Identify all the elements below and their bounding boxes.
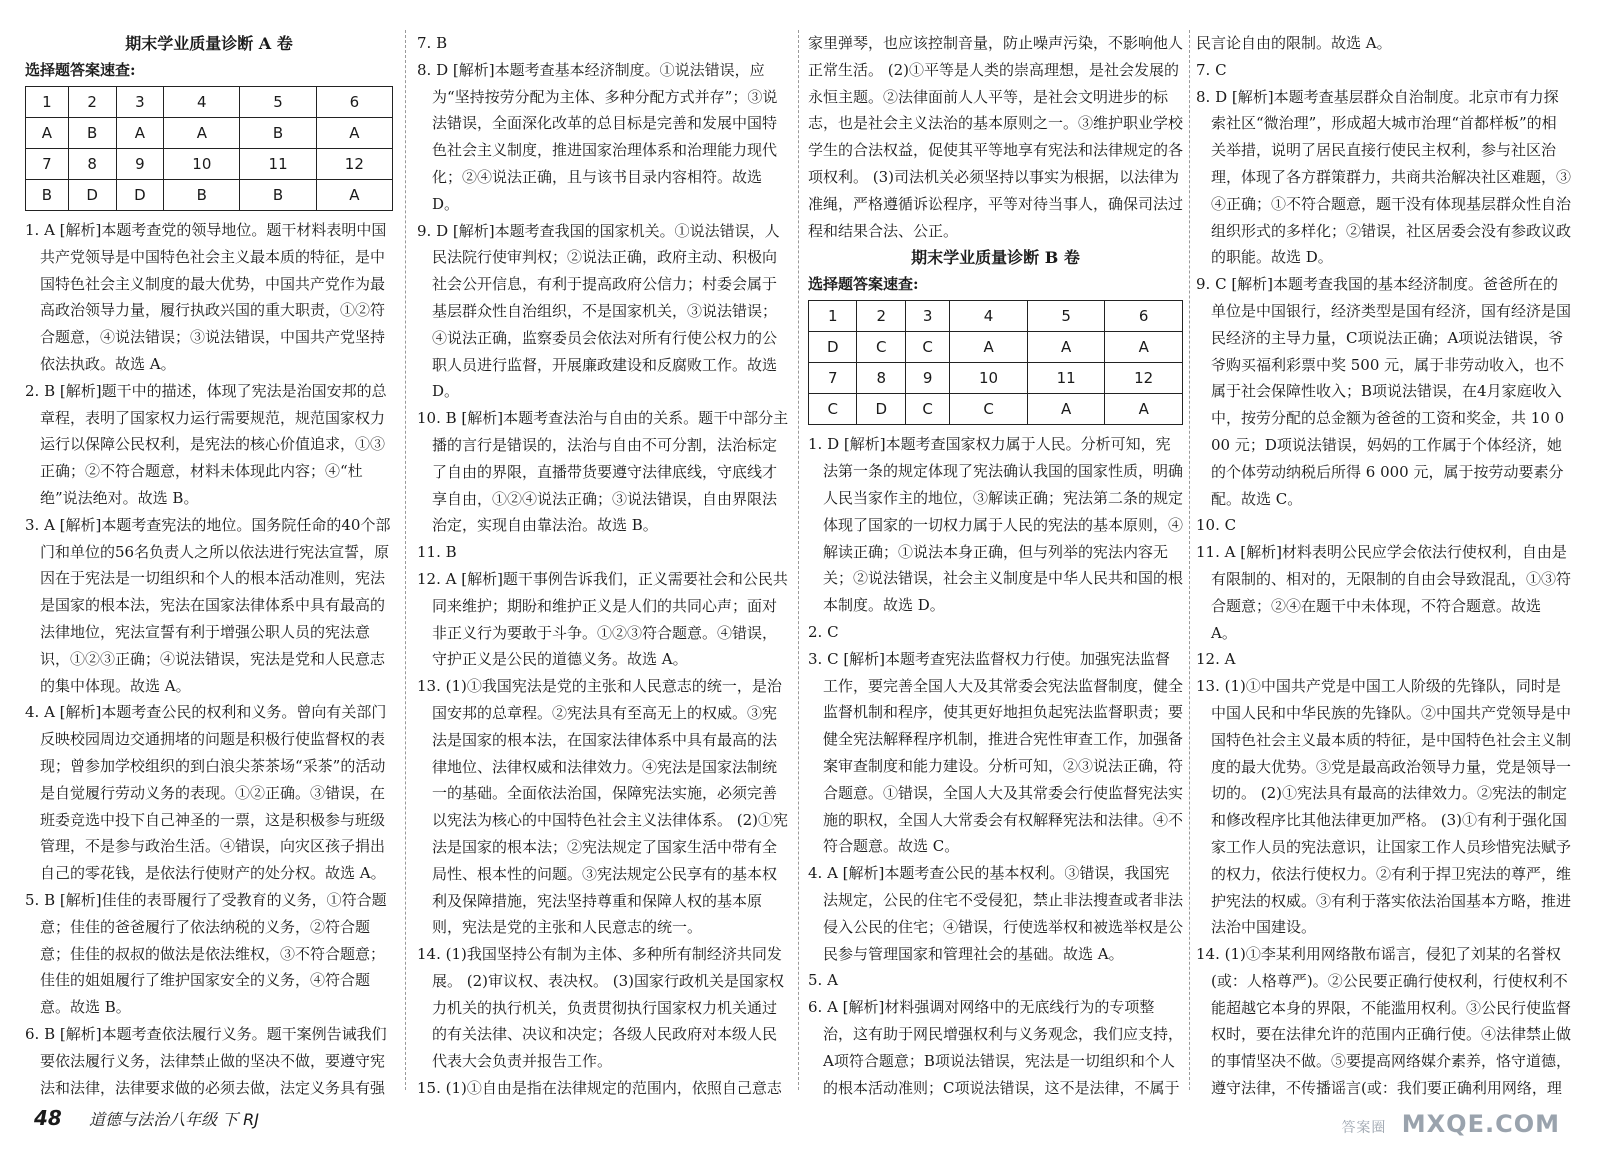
table-cell: C <box>950 394 1028 425</box>
answer-continuation: 民言论自由的限制。故选 A。 <box>1196 34 1392 52</box>
page-footer <box>34 1106 259 1130</box>
table-cell: 12 <box>1105 363 1183 394</box>
page-number: 48 <box>34 1106 62 1130</box>
table-cell: 8 <box>68 149 116 180</box>
table-cell: 5 <box>240 87 316 118</box>
table-cell: 3 <box>116 87 164 118</box>
answer-item: 7. B <box>417 34 448 52</box>
answer-item: 2. C <box>808 622 839 641</box>
watermark-small: 答案圈 <box>1341 1120 1387 1136</box>
table-cell: D <box>68 180 116 211</box>
table-cell: B <box>26 180 69 211</box>
table-cell: 6 <box>316 87 392 118</box>
section-b-subtitle: 选择题答案速查: <box>808 275 919 294</box>
table-cell: 9 <box>905 363 949 394</box>
table-cell: B <box>164 180 240 211</box>
table-cell: A <box>26 118 69 149</box>
column-3 <box>808 30 1183 1102</box>
column-2 <box>417 30 789 1102</box>
table-cell: 11 <box>1027 363 1105 394</box>
table-cell: B <box>240 180 316 211</box>
answer-item: 4. A [解析]本题考查公民的基本权利。③错误，我国宪法规定，公民的住宅不受侵犯，禁止非法搜查或者非法侵入公民的住宅；④错误，行使选举权和被选举权是公民参与管理国家和管理社会的基础。故选 A。 <box>808 864 1183 963</box>
answer-item: 1. A [解析]本题考查党的领导地位。题干材料表明中国共产党领导是中国特色社会主义最本质的特征，是中国特色社会主义制度的最大优势，中国共产党作为最高政治领导力量，履行执政兴国的重大职责，①②符合题意，④说法错误；③说法错误，中国共产党坚持依法执政。故选 A。 <box>25 221 387 373</box>
answer-table-a <box>25 86 393 211</box>
section-b-title: 期末学业质量诊断 B 卷 <box>911 248 1080 268</box>
table-cell: 4 <box>164 87 240 118</box>
table-cell: A <box>1105 332 1183 363</box>
table-cell: 2 <box>857 301 905 332</box>
answer-item: 10. C <box>1196 516 1237 535</box>
answer-item: 11. A [解析]材料表明公民应学会依法行使权利，自由是有限制的、相对的，无限制的自由会导致混乱，①③符合题意；②④在题干中未体现，不符合题意。故选 A。 <box>1196 543 1571 642</box>
table-cell: A <box>1027 394 1105 425</box>
table-cell: B <box>68 118 116 149</box>
answer-item: 9. C [解析]本题考查我国的基本经济制度。爸爸所在的单位是中国银行，经济类型是国有经济，国有经济是国民经济的主导力量，C项说法正确；A项说法错误，爷爷购买福利彩票中奖 500 元，属于非劳动收入，也不属于社会保障性收入；B项说法错误，在4月家庭收入中，按劳分配的总金额为爸爸的工资和奖金，共 10 000 元；D项说法错误，妈妈的工作属于个体经济，她的个体劳动纳税后所得 6 000 元，属于按劳动要素分配。故选 C。 <box>1196 275 1571 508</box>
table-cell: 12 <box>316 149 392 180</box>
section-a-subtitle: 选择题答案速查: <box>25 61 136 79</box>
table-cell: 7 <box>809 363 857 394</box>
table-cell: 8 <box>857 363 905 394</box>
table-cell: A <box>316 180 392 211</box>
column-divider <box>1189 30 1190 1090</box>
table-cell: C <box>809 394 857 425</box>
answer-item: 10. B [解析]本题考查法治与自由的关系。题干中部分主播的言行是错误的，法治与自由不可分割，法治标定了自由的界限，直播带货要遵守法律底线，守底线才享自由，①②④说法正确；③说法错误，自由界限法治定，实现自由靠法治。故选 B。 <box>417 409 789 535</box>
table-cell: 1 <box>26 87 69 118</box>
column-divider <box>798 30 799 1090</box>
table-cell: 5 <box>1027 301 1105 332</box>
table-cell: A <box>164 118 240 149</box>
answer-item: 8. D [解析]本题考查基层群众自治制度。北京市有力探索社区“微治理”，形成超大城市治理“首都样板”的相关举措，说明了居民直接行使民主权利，参与社区治理，体现了各方群策群力，共商共治解决社区难题，③④正确；①不符合题意，题干没有体现基层群众性自治组织形式的多样化；②错误，社区居委会没有参政议政的职能。故选 D。 <box>1196 87 1571 267</box>
answer-item: 6. B [解析]本题考查依法履行义务。题干案例告诫我们要依法履行义务，法律禁止做的坚决不做，要遵守宪法和法律，法律要求做的必须去做，法定义务具有强 <box>25 1024 387 1097</box>
table-cell: 2 <box>68 87 116 118</box>
table-cell: A <box>116 118 164 149</box>
answer-item: 5. B [解析]佳佳的表哥履行了受教育的义务，①符合题意；佳佳的爸爸履行了依法纳税的义务，②符合题意；佳佳的叔叔的做法是依法维权，③不符合题意；佳佳的姐姐履行了维护国家安全的义务，④符合题意。故选 B。 <box>25 890 387 1017</box>
table-cell: D <box>809 332 857 363</box>
table-cell: 6 <box>1105 301 1183 332</box>
table-cell: A <box>1105 394 1183 425</box>
answer-item: 15. (1)①自由是指在法律规定的范围内，依照自己意志 <box>417 1079 782 1098</box>
answer-item: 2. B [解析]题干中的描述，体现了宪法是治国安邦的总章程，表明了国家权力运行需要规范，规范国家权力运行以保障公民权利，是宪法的核心价值追求，①③正确；②不符合题意，材料未体现此内容；④“杜绝”说法绝对。故选 B。 <box>25 381 387 507</box>
answer-item: 6. A [解析]材料强调对网络中的无底线行为的专项整治，这有助于网民增强权利与义务观念，我们应支持，A项符合题意；B项说法错误，宪法是一切组织和个人的根本活动准则；C项说法错误，这不是法律，不属于 <box>808 998 1183 1097</box>
table-cell: D <box>857 394 905 425</box>
table-cell: 4 <box>950 301 1028 332</box>
column-divider <box>405 30 406 1090</box>
answer-item: 14. (1)①李某利用网络散布谣言，侵犯了刘某的名誉权(或：人格尊严)。②公民要正确行使权利，行使权利不能超越它本身的界限，不能滥用权利。③公民行使监督权时，要在法律允许的范围内正确行使。④法律禁止做的事情坚决不做。⑤要提高网络媒介素养，恪守道德，遵守法律，不传播谣言(或：我们要正确利用网络，理 <box>1196 945 1571 1098</box>
answer-item: 3. C [解析]本题考查宪法监督权力行使。加强宪法监督工作，要完善全国人大及其常委会宪法监督制度，健全监督机制和程序，使其更好地担负起宪法监督职责；要健全宪法解释程序机制，推进合宪性审查工作，加强备案审查制度和能力建设。分析可知，②③说法正确，符合题意。①错误，全国人大及其常委会行使监督宪法实施的职权，全国人大常委会有权解释宪法和法律。④不符合题意。故选 C。 <box>808 649 1183 856</box>
answer-item: 5. A <box>808 971 838 990</box>
answer-continuation: 家里弹琴，也应该控制音量，防止噪声污染，不影响他人正常生活。 (2)①平等是人类的崇高理想，是社会发展的永恒主题。②法律面前人人平等，是社会文明进步的标志，也是社会主义法治的基本原则之一。③维护职业学校学生的合法权益，促使其平等地享有宪法和法律规定的各项权利。 (3)司法机关必须坚持以事实为根据，以法律为准绳，严格遵循诉讼程序，平等对待当事人，确保司法过程和结果合法、公正。 <box>808 34 1183 240</box>
answer-item: 4. A [解析]本题考查公民的权利和义务。曾向有关部门反映校园周边交通拥堵的问题是积极行使监督权的表现；曾参加学校组织的到白浪尖茶茶场“采茶”的活动是自觉履行劳动义务的表现。①②正确。③错误，在班委竞选中投下自己神圣的一票，这是积极参与班级管理，不是参与政治生活。④错误，向灾区孩子捐出自己的零花钱，是依法行使财产的处分权。故选 A。 <box>25 703 387 883</box>
answer-item: 12. A <box>1196 650 1236 669</box>
table-cell: 1 <box>809 301 857 332</box>
answer-table-b <box>808 300 1183 425</box>
answer-item: 3. A [解析]本题考查宪法的地位。国务院任命的40个部门和单位的56名负责人之所以依法进行宪法宣誓，原因在于宪法是一切组织和个人的根本活动准则，宪法是国家的根本法，宪法在国家法律体系中具有最高的法律地位，宪法宣誓有利于增强公职人员的宪法意识，①②③正确；④说法错误，宪法是党和人民意志的集中体现。故选 A。 <box>25 515 391 695</box>
table-cell: 9 <box>116 149 164 180</box>
table-cell: 7 <box>26 149 69 180</box>
table-cell: A <box>1027 332 1105 363</box>
column-1 <box>25 30 393 1102</box>
answer-item: 11. B <box>417 543 457 562</box>
watermark <box>1341 1110 1560 1138</box>
table-cell: C <box>857 332 905 363</box>
table-cell: C <box>905 394 949 425</box>
answer-item: 1. D [解析]本题考查国家权力属于人民。分析可知，宪法第一条的规定体现了宪法确认我国的国家性质，明确人民当家作主的地位，③解读正确；宪法第二条的规定体现了国家的一切权力属于人民的宪法的基本原则，④解读正确；①说法本身正确，但与列举的宪法内容无关；②说法错误，社会主义制度是中华人民共和国的根本制度。故选 D。 <box>808 435 1183 615</box>
table-cell: B <box>240 118 316 149</box>
section-a-title: 期末学业质量诊断 A 卷 <box>125 34 293 53</box>
answer-item: 8. D [解析]本题考查基本经济制度。①说法错误，应为“坚持按劳分配为主体、多种分配方式并存”；③说法错误，全面深化改革的总目标是完善和发展中国特色社会主义制度，推进国家治理体系和治理能力现代化；②④说法正确，且与该书目录内容相符。故选 D。 <box>417 60 778 213</box>
book-title: 道德与法治八年级 下 RJ <box>88 1110 259 1129</box>
watermark-text: MXQE.COM <box>1401 1110 1560 1138</box>
answer-item: 12. A [解析]题干事例告诉我们，正义需要社会和公民共同来维护；期盼和维护正义是人们的共同心声；面对非正义行为要敢于斗争。①②③符合题意。④错误，守护正义是公民的道德义务。故选 A。 <box>417 569 788 669</box>
table-cell: C <box>905 332 949 363</box>
answer-item: 7. C <box>1196 60 1227 79</box>
table-cell: 10 <box>950 363 1028 394</box>
answer-item: 9. D [解析]本题考查我国的国家机关。①说法错误，人民法院行使审判权；②说法正确，政府主动、积极向社会公开信息，有利于提高政府公信力；村委会属于基层群众性自治组织，不是国家机关，③说法错误；④说法正确，监察委员会依法对所有行使公权力的公职人员进行监督，开展廉政建设和反腐败工作。故选 D。 <box>417 221 780 401</box>
table-cell: 11 <box>240 149 316 180</box>
answer-item: 13. (1)①我国宪法是党的主张和人民意志的统一，是治国安邦的总章程。②宪法具有至高无上的权威。③宪法是国家的根本法，在国家法律体系中具有最高的法律地位、法律权威和法律效力。④宪法是国家法制统一的基础。全面依法治国，保障宪法实施，必须完善以宪法为核心的中国特色社会主义法律体系。 (2)①宪法是国家的根本法；②宪法规定了国家生活中带有全局性、根本性的问题。③宪法规定公民享有的基本权利及保障措施，宪法坚持尊重和保障人权的基本原则，宪法是党的主张和人民意志的统一。 <box>417 677 789 937</box>
answer-item: 14. (1)我国坚持公有制为主体、多种所有制经济共同发展。 (2)审议权、表决权。 (3)国家行政机关是国家权力机关的执行机关，负责贯彻执行国家权力机关通过的有关法律、决议和决定；各级人民政府对本级人民代表大会负责并报告工作。 <box>417 945 785 1071</box>
table-cell: A <box>950 332 1028 363</box>
table-cell: 10 <box>164 149 240 180</box>
table-cell: A <box>316 118 392 149</box>
answer-item: 13. (1)①中国共产党是中国工人阶级的先锋队，同时是中国人民和中华民族的先锋队。②中国共产党领导是中国特色社会主义最本质的特征，是中国特色社会主义制度的最大优势。③党是最高政治领导力量，党是领导一切的。 (2)①宪法具有最高的法律效力。②宪法的制定和修改程序比其他法律更加严格。 (3)①有利于强化国家工作人员的宪法意识，让国家工作人员珍惜宪法赋予的权力，依法行使权力。②有利于捍卫宪法的尊严，维护宪法的权威。③有利于落实依法治国基本方略，推进法治中国建设。 <box>1196 677 1571 937</box>
column-4 <box>1196 30 1571 1102</box>
table-cell: 3 <box>905 301 949 332</box>
table-cell: D <box>116 180 164 211</box>
